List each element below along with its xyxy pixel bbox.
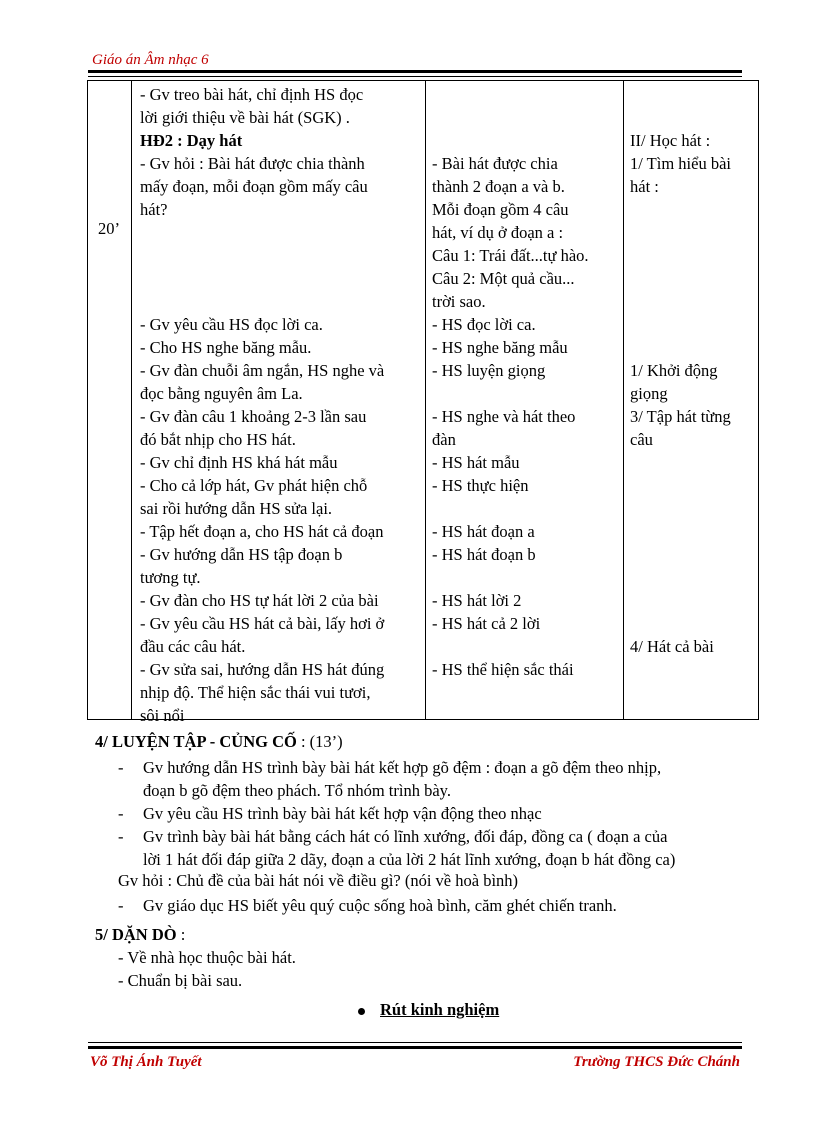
lesson-content-line (630, 83, 755, 106)
student-activity-line: - HS luyện giọng (432, 361, 546, 380)
lesson-content-line: 3/ Tập hát từng (630, 407, 731, 426)
teacher-activity-line: - Gv đàn cho HS tự hát lời 2 của bài (140, 591, 379, 610)
footer-school: Trường THCS Đức Chánh (573, 1054, 740, 1070)
teacher-activity-line: tương tự. (140, 568, 201, 587)
teacher-activity-line: - Gv yêu cầu HS hát cả bài, lấy hơi ở (140, 614, 385, 633)
student-activity-line (432, 129, 620, 152)
teacher-activity-line: đó bắt nhịp cho HS hát. (140, 430, 296, 449)
student-activity-line: - HS nghe băng mẫu (432, 338, 568, 357)
teacher-activity-line: - Cho cả lớp hát, Gv phát hiện chỗ (140, 476, 368, 495)
practice-bullet-1-line-1: Gv hướng dẫn HS trình bày bài hát kết hợp gõ đệm : đoạn a gõ đệm theo nhịp, (143, 758, 662, 777)
lesson-content-line: hát : (630, 177, 659, 196)
lesson-content-line (630, 681, 755, 704)
practice-title: 4/ LUYỆN TẬP - CỦNG CỐ (95, 732, 297, 751)
student-activity-line (432, 497, 620, 520)
student-activity-line: - HS hát đoạn a (432, 522, 535, 541)
lesson-content-line (630, 221, 755, 244)
lesson-content-line (630, 336, 755, 359)
student-activity-line (432, 83, 620, 106)
time-cell: 20’ (98, 219, 120, 238)
practice-heading (95, 732, 343, 752)
lesson-content-line (630, 566, 755, 589)
student-activity-line: thành 2 đoạn a và b. (432, 177, 565, 196)
teacher-activity-line: HĐ2 : Dạy hát (140, 131, 243, 150)
student-activity-line: Câu 1: Trái đất...tự hào. (432, 246, 589, 265)
teacher-activity-line: - Cho HS nghe băng mẫu. (140, 338, 312, 357)
teacher-activity-line: mấy đoạn, mỗi đoạn gồm mấy câu (140, 177, 368, 196)
header-rule-thick (88, 70, 742, 73)
lesson-content-line (630, 451, 755, 474)
table-divider-2 (425, 80, 426, 720)
student-activity-line: - HS đọc lời ca. (432, 315, 536, 334)
teacher-activity-line: - Gv chỉ định HS khá hát mẫu (140, 453, 338, 472)
teacher-activity-line: - Gv hỏi : Bài hát được chia thành (140, 154, 365, 173)
student-activity-line: - HS hát cả 2 lời (432, 614, 541, 633)
lesson-content-line: II/ Học hát : (630, 131, 711, 150)
practice-bullet-3-line-2: lời 1 hát đối đáp giữa 2 dãy, đoạn a của lời 2 hát lĩnh xướng, đoạn b hát đồng ca) (143, 850, 676, 869)
practice-bullet-3-line-1: Gv trình bày bài hát bằng cách hát có lĩnh xướng, đối đáp, đồng ca ( đoạn a của (143, 827, 668, 846)
student-activity-line (432, 704, 620, 727)
bullet-dot-icon (358, 1008, 365, 1015)
student-activity-line: hát, ví dụ ở đoạn a : (432, 223, 564, 242)
lesson-content-line (630, 244, 755, 267)
student-activity-line: Câu 2: Một quả cầu... (432, 269, 575, 288)
lesson-content-line (630, 198, 755, 221)
lesson-content-line: giọng (630, 384, 668, 403)
lesson-content-line (630, 520, 755, 543)
teacher-activity-line: sôi nổi (140, 706, 185, 725)
practice-bullet-2-text: Gv yêu cầu HS trình bày bài hát kết hợp vận động theo nhạc (143, 804, 542, 823)
practice-bullet-1: - Gv hướng dẫn HS trình bày bài hát kết hợp gõ đệm : đoạn a gõ đệm theo nhịp, đoạn b gõ đệm theo phách. Tổ nhóm trình bày. (118, 756, 758, 802)
practice-bullet-3: - Gv trình bày bài hát bằng cách hát có lĩnh xướng, đối đáp, đồng ca ( đoạn a của lời 1 hát đối đáp giữa 2 dãy, đoạn a của lời 2 hát lĩnh xướng, đoạn b hát đồng ca) (118, 825, 778, 871)
teacher-activity-line: hát? (140, 200, 168, 219)
lesson-content-line (630, 704, 755, 727)
student-activity-line (432, 635, 620, 658)
practice-bullet-1-line-2: đoạn b gõ đệm theo phách. Tổ nhóm trình bày. (143, 781, 451, 800)
student-activity-line: - HS thể hiện sắc thái (432, 660, 574, 679)
lesson-content-line: 1/ Tìm hiểu bài (630, 154, 731, 173)
teacher-activity-line: nhịp độ. Thể hiện sắc thái vui tươi, (140, 683, 371, 702)
homework-title: 5/ DẶN DÒ (95, 925, 177, 944)
footer-rule-thick (88, 1046, 742, 1049)
lesson-content-line: 1/ Khởi động (630, 361, 718, 380)
lesson-content-line: câu (630, 430, 653, 449)
teacher-activity-line (140, 290, 422, 313)
teacher-activity-line: - Gv đàn câu 1 khoảng 2-3 lần sau (140, 407, 367, 426)
practice-question: Gv hỏi : Chủ đề của bài hát nói về điều gì? (nói về hoà bình) (118, 871, 519, 890)
teacher-activity-line: - Tập hết đoạn a, cho HS hát cả đoạn (140, 522, 384, 541)
lesson-content-line (630, 497, 755, 520)
review-heading: Rút kinh nghiệm (380, 1000, 500, 1019)
student-activity-line: - HS hát lời 2 (432, 591, 522, 610)
student-activity-column (432, 83, 620, 727)
student-activity-line (432, 106, 620, 129)
lesson-content-line: 4/ Hát cả bài (630, 637, 714, 656)
teacher-activity-line: - Gv hướng dẫn HS tập đoạn b (140, 545, 343, 564)
document-header-title: Giáo án Âm nhạc 6 (92, 52, 209, 68)
lesson-content-line (630, 658, 755, 681)
practice-bullet-4-text: Gv giáo dục HS biết yêu quý cuộc sống hoà bình, căm ghét chiến tranh. (143, 896, 617, 915)
lesson-content-line (630, 474, 755, 497)
content-column (630, 83, 755, 727)
practice-duration: : (13’) (300, 732, 343, 751)
teacher-activity-line: - Gv đàn chuỗi âm ngắn, HS nghe và (140, 361, 385, 380)
lesson-content-line (630, 106, 755, 129)
teacher-activity-line: sai rồi hướng dẫn HS sửa lại. (140, 499, 333, 518)
homework-item-2: - Chuẩn bị bài sau. (118, 971, 243, 990)
homework-colon: : (180, 925, 186, 944)
student-activity-line (432, 382, 620, 405)
student-activity-line: - HS hát đoạn b (432, 545, 536, 564)
teacher-activity-line: đọc bằng nguyên âm La. (140, 384, 303, 403)
student-activity-line (432, 681, 620, 704)
student-activity-line: - HS nghe và hát theo (432, 407, 576, 426)
student-activity-line (432, 566, 620, 589)
lesson-content-line (630, 589, 755, 612)
lesson-content-line (630, 313, 755, 336)
teacher-activity-line (140, 244, 422, 267)
teacher-activity-column (140, 83, 422, 727)
table-divider-1 (131, 80, 132, 720)
teacher-activity-line: - Gv sửa sai, hướng dẫn HS hát đúng (140, 660, 385, 679)
student-activity-line: trời sao. (432, 292, 486, 311)
homework-item-1: - Về nhà học thuộc bài hát. (118, 948, 296, 967)
student-activity-line: - Bài hát được chia (432, 154, 558, 173)
teacher-activity-line: đầu các câu hát. (140, 637, 246, 656)
teacher-activity-line: lời giới thiệu về bài hát (SGK) . (140, 108, 350, 127)
student-activity-line: Mỗi đoạn gồm 4 câu (432, 200, 569, 219)
teacher-activity-line: - Gv treo bài hát, chỉ định HS đọc (140, 85, 364, 104)
student-activity-line: đàn (432, 430, 456, 449)
student-activity-line: - HS thực hiện (432, 476, 529, 495)
lesson-content-line (630, 290, 755, 313)
practice-bullet-2: - Gv yêu cầu HS trình bày bài hát kết hợp vận động theo nhạc (118, 802, 758, 825)
table-divider-3 (623, 80, 624, 720)
lesson-content-line (630, 267, 755, 290)
teacher-activity-line (140, 267, 422, 290)
header-rule-thin (88, 76, 742, 77)
homework-heading (95, 925, 185, 945)
lesson-content-line (630, 612, 755, 635)
teacher-activity-line (140, 221, 422, 244)
lesson-content-line (630, 543, 755, 566)
practice-bullet-4: - Gv giáo dục HS biết yêu quý cuộc sống hoà bình, căm ghét chiến tranh. (118, 894, 758, 917)
footer-rule-thin (88, 1042, 742, 1043)
footer-author: Võ Thị Ánh Tuyết (90, 1054, 202, 1070)
teacher-activity-line: - Gv yêu cầu HS đọc lời ca. (140, 315, 323, 334)
student-activity-line: - HS hát mẫu (432, 453, 520, 472)
